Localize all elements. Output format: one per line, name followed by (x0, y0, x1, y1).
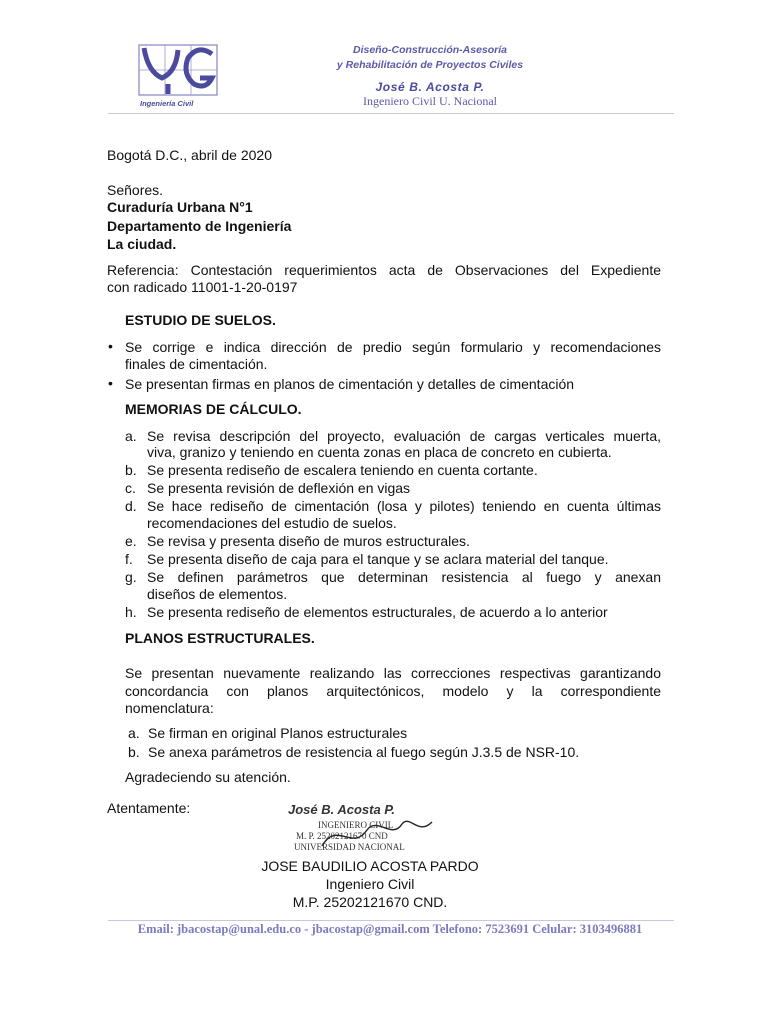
list-item: recomendaciones del estudio de suelos. (147, 515, 397, 531)
bullet-icon: • (108, 338, 113, 354)
logo-caption: Ingeniería Civil (140, 99, 194, 108)
list-marker: d. (125, 498, 137, 514)
list-item: diseños de elementos. (147, 586, 288, 602)
closing-regards: Atentamente: (107, 800, 191, 816)
stamp-line: INGENIERO CIVIL (318, 820, 394, 830)
section-heading-soils: ESTUDIO DE SUELOS. (125, 312, 276, 328)
letterhead-name: José B. Acosta P. (375, 80, 485, 94)
salutation: Señores. (107, 182, 164, 198)
list-item: Se presentan firmas en planos de cimentación y detalles de cimentación (125, 376, 575, 392)
list-item: Se hace rediseño de cimentación (losa y pilotes) teniendo en cuenta últimas (147, 498, 661, 514)
signer-title: Ingeniero Civil (325, 876, 415, 892)
plans-intro: nomenclatura: (125, 700, 214, 716)
footer-contact: Email: jbacostap@unal.edu.co - jbacostap@gmail.com Telefono: 7523691 Celular: 3103496881 (137, 922, 643, 936)
stamp-line: M. P. 25202121670 CND (296, 831, 388, 841)
list-marker: b. (125, 462, 137, 478)
list-marker: f. (125, 551, 133, 567)
section-heading-plans: PLANOS ESTRUCTURALES. (125, 630, 315, 646)
list-item: viva, granizo y teniendo en cuenta zonas en placa de concreto en cubierta. (147, 444, 612, 460)
plans-intro: Se presentan nuevamente realizando las correcciones respectivas garantizando (125, 665, 661, 681)
section-heading-calc: MEMORIAS DE CÁLCULO. (125, 401, 302, 417)
letterhead-services-line2: y Rehabilitación de Proyectos Civiles (336, 59, 524, 71)
recipient-line: Curaduría Urbana N°1 (107, 199, 253, 215)
list-item: Se presenta revisión de deflexión en vigas (147, 480, 411, 496)
letter-date: Bogotá D.C., abril de 2020 (107, 147, 272, 163)
footer-divider (108, 920, 674, 921)
list-item: Se definen parámetros que determinan resistencia al fuego y anexan (147, 569, 661, 585)
reference-line: con radicado 11001-1-20-0197 (107, 279, 298, 295)
recipient-line: Departamento de Ingeniería (107, 218, 292, 234)
list-item: Se presenta diseño de caja para el tanque y se aclara material del tanque. (147, 551, 609, 567)
plans-intro: concordancia con planos arquitectónicos, modelo y la correspondiente (125, 683, 661, 699)
signer-license: M.P. 25202121670 CND. (292, 894, 448, 910)
list-marker: h. (125, 604, 137, 620)
list-marker: b. (128, 744, 140, 760)
list-marker: a. (128, 725, 140, 741)
list-marker: e. (125, 533, 137, 549)
list-item: Se firman en original Planos estructurales (148, 725, 408, 741)
stamp-name: José B. Acosta P. (288, 802, 395, 817)
list-item: Se corrige e indica dirección de predio según formulario y recomendaciones (125, 339, 661, 355)
list-item: Se presenta rediseño de escalera teniendo en cuenta cortante. (147, 462, 538, 478)
header-divider (108, 113, 674, 114)
letterhead-title: Ingeniero Civil U. Nacional (363, 94, 497, 108)
bullet-icon: • (108, 375, 113, 391)
letterhead-services-line1: Diseño-Construcción-Asesoría (352, 44, 508, 56)
recipient-line: La ciudad. (107, 236, 177, 252)
company-logo (138, 44, 218, 108)
list-item: finales de cimentación. (125, 356, 268, 372)
list-marker: c. (125, 480, 136, 496)
list-item: Se revisa descripción del proyecto, evaluación de cargas verticales muerta, (147, 428, 661, 444)
stamp-line: UNIVERSIDAD NACIONAL (294, 842, 405, 852)
list-item: Se presenta rediseño de elementos estructurales, de acuerdo a lo anterior (147, 604, 608, 620)
list-item: Se anexa parámetros de resistencia al fuego según J.3.5 de NSR-10. (148, 744, 580, 760)
signature-stamp (282, 800, 482, 860)
signer-name: JOSE BAUDILIO ACOSTA PARDO (261, 858, 479, 874)
list-marker: a. (125, 428, 137, 444)
reference-line: Referencia: Contestación requerimientos acta de Observaciones del Expediente (107, 262, 661, 278)
list-item: Se revisa y presenta diseño de muros estructurales. (147, 533, 470, 549)
list-marker: g. (125, 569, 137, 585)
closing-thanks: Agradeciendo su atención. (125, 769, 291, 785)
